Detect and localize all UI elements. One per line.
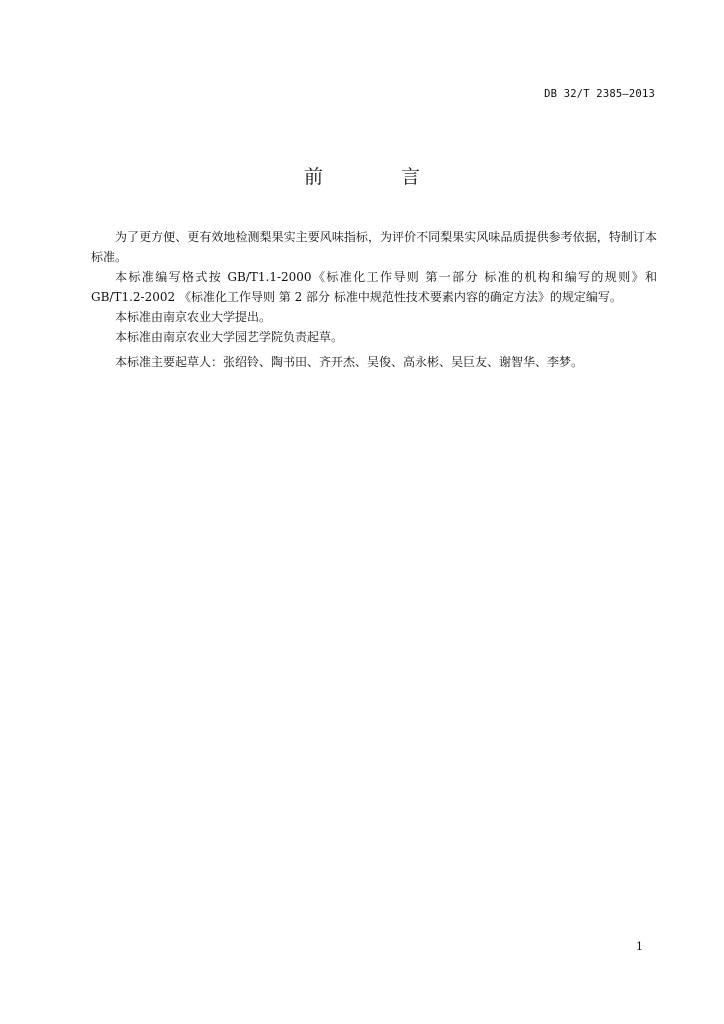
foreword-body <box>91 227 657 372</box>
paragraph-drafters: 本标准主要起草人：张绍铃、陶书田、齐开杰、吴俊、高永彬、吴巨友、谢智华、李梦。 <box>115 355 584 369</box>
paragraph-drafting-unit: 本标准由南京农业大学园艺学院负责起草。 <box>115 330 344 344</box>
page-title: 前 言 <box>303 166 457 188</box>
paragraph-format: 本标准编写格式按 GB/T1.1-2000《标准化工作导则 第一部分 标准的机构和编写的规则》和GB/T1.2-2002 《标准化工作导则 第 2 部分 标准中规范性技术要素内容的确定方法》的规定编写。 <box>91 270 657 304</box>
page-number: 1 <box>636 940 643 953</box>
paragraph-purpose: 为了更方便、更有效地检测梨果实主要风味指标，为评价不同梨果实风味品质提供参考依据，特制订本标准。 <box>91 230 657 264</box>
document-code: DB 32/T 2385—2013 <box>544 88 655 100</box>
paragraph-proposer: 本标准由南京农业大学提出。 <box>115 310 272 324</box>
